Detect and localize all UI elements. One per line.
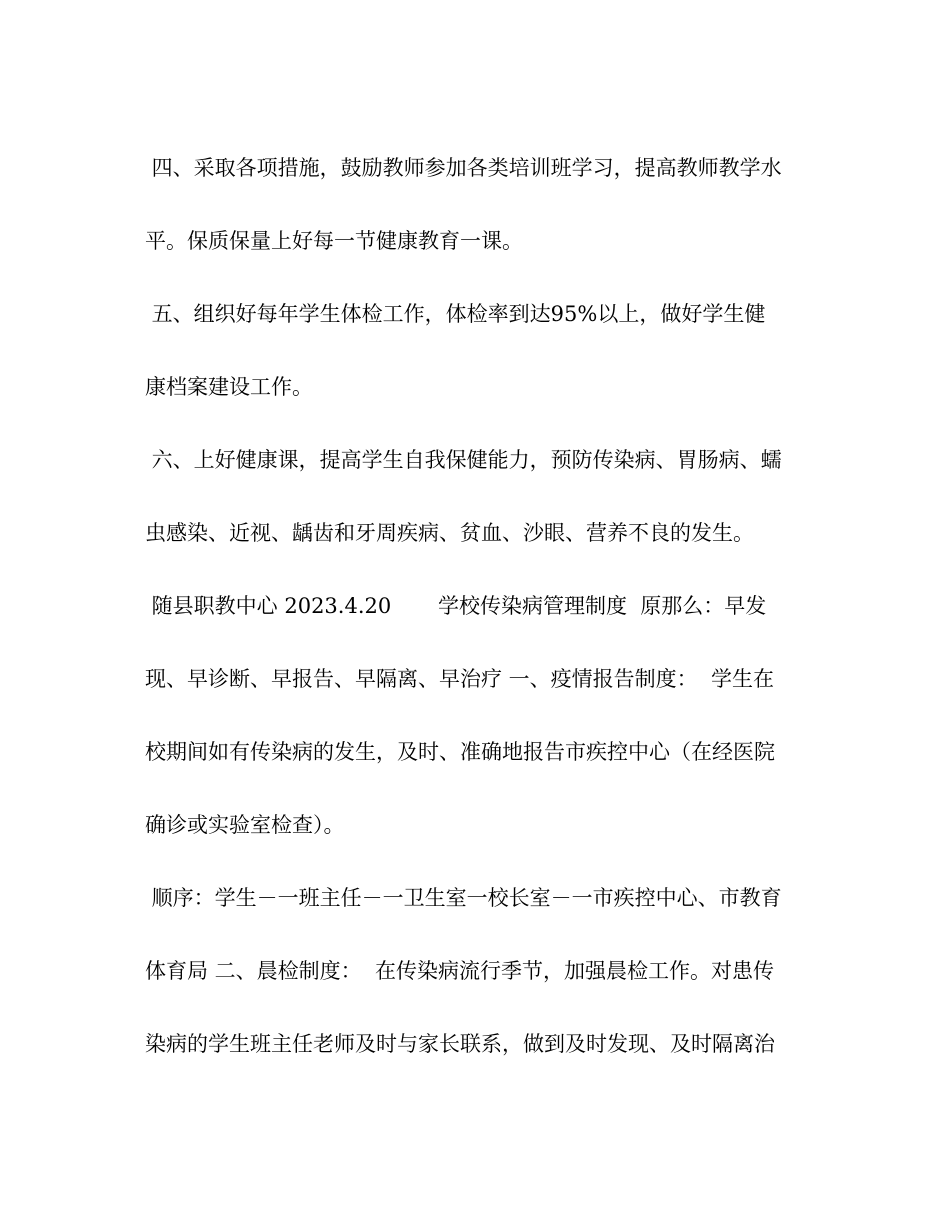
text-line: 四、采取各项措施，鼓励教师参加各类培训班学习，提高教师教学水: [145, 156, 782, 180]
text-line: 确诊或实验室检查）。: [145, 813, 345, 837]
document-body: [145, 132, 810, 1081]
text-line: 体育局 二、晨检制度： 在传染病流行季节，加强晨检工作。对患传: [145, 959, 775, 983]
text-line: 顺序：学生－一班主任－一卫生室一校长室－一市疾控中心、市教育: [145, 886, 782, 910]
text-line: 现、早诊断、早报告、早隔离、早治疗 一、疫情报告制度： 学生在: [145, 667, 775, 691]
text-line: 染病的学生班主任老师及时与家长联系，做到及时发现、及时隔离治: [145, 1032, 775, 1056]
text-line: 六、上好健康课，提高学生自我保健能力，预防传染病、胃肠病、蠕: [145, 448, 782, 472]
text-line: 平。保质保量上好每一节健康教育一课。: [145, 229, 523, 253]
text-line: 五、组织好每年学生体检工作，体检率到达95%以上，做好学生健: [145, 302, 766, 326]
text-line: 康档案建设工作。: [145, 375, 313, 399]
text-line: 校期间如有传染病的发生，及时、准确地报告市疾控中心（在经医院: [145, 740, 775, 764]
text-line: 随县职教中心 2023.4.20 学校传染病管理制度 原那么：早发: [145, 594, 767, 618]
text-line: 虫感染、近视、龋齿和牙周疾病、贫血、沙眼、营养不良的发生。: [145, 521, 754, 545]
